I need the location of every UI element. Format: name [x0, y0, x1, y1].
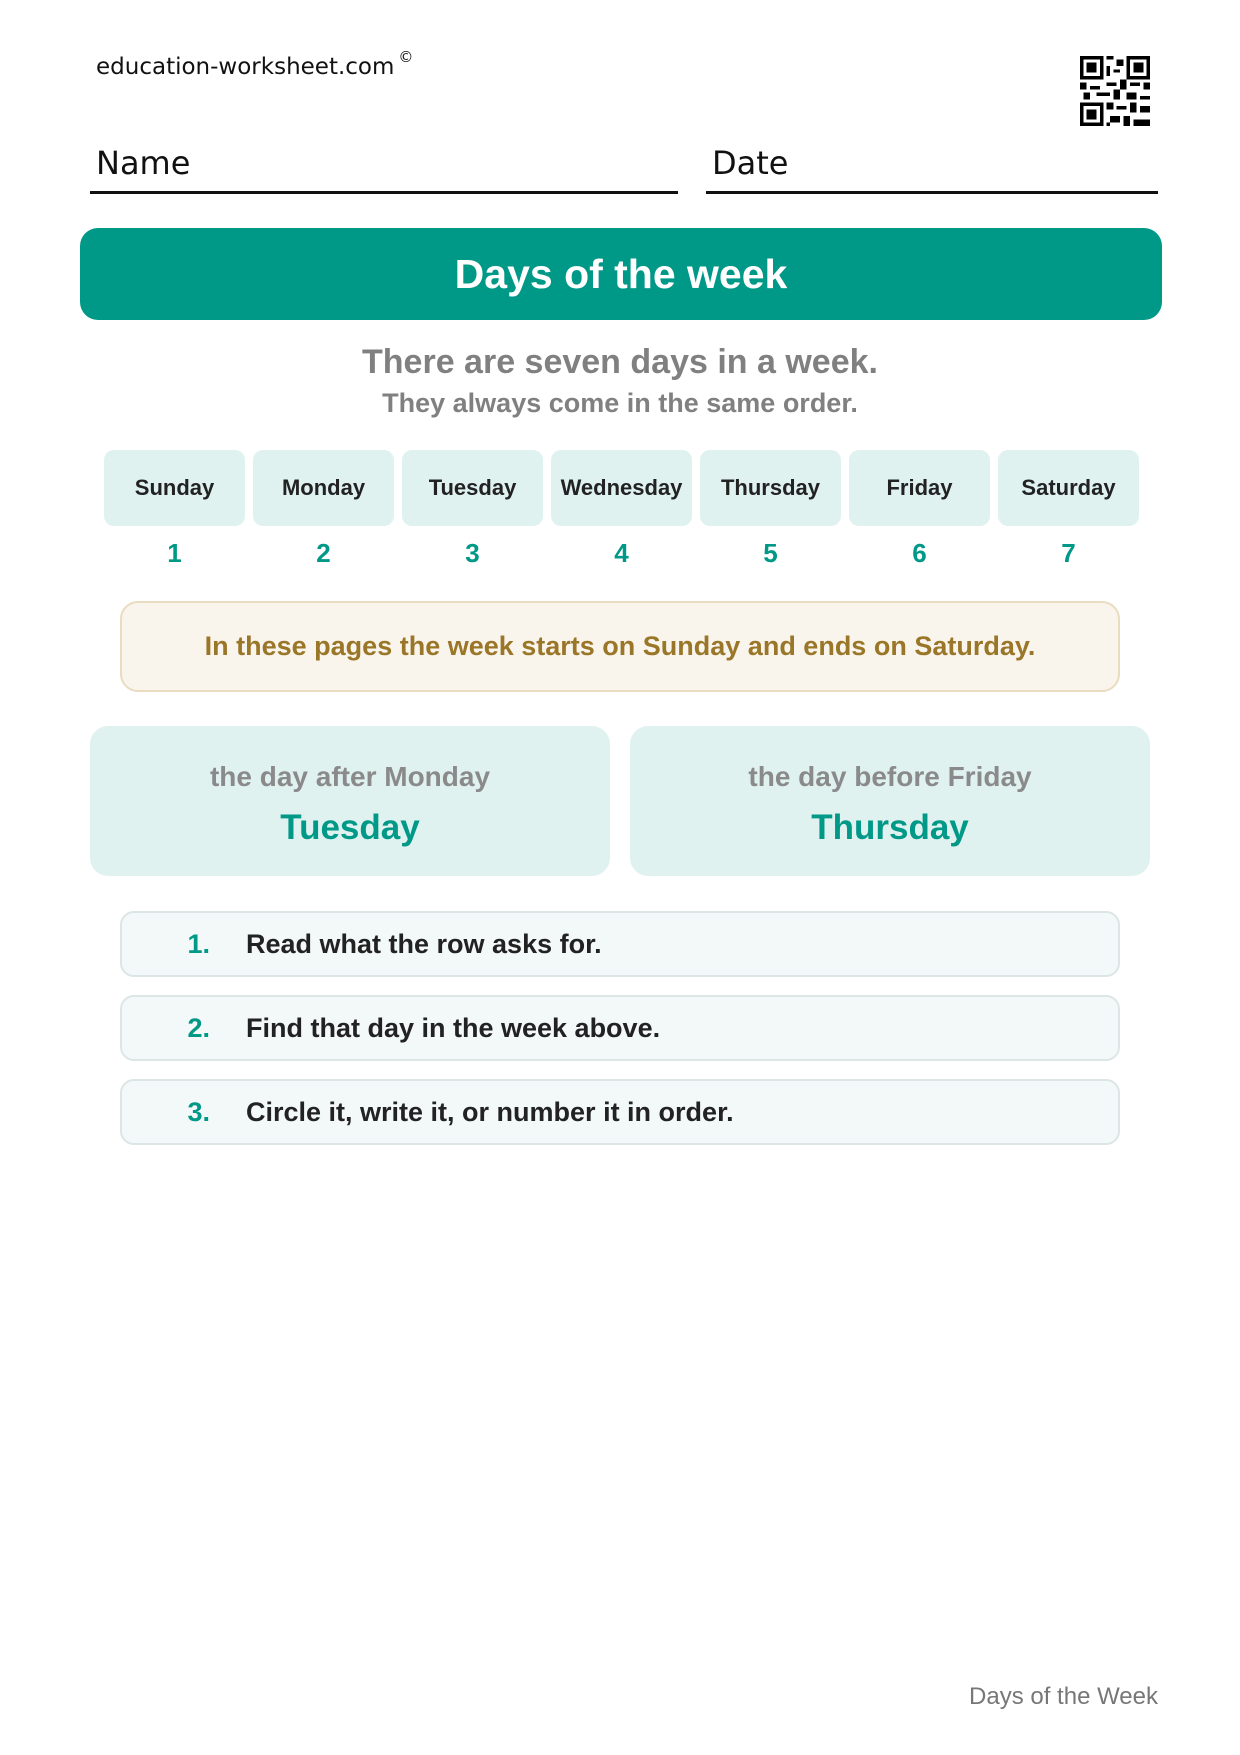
- name-label: Name: [96, 144, 191, 182]
- instruction-step: [120, 995, 1120, 1061]
- day-tile-wednesday: Wednesday: [551, 450, 692, 526]
- copyright-symbol: ©: [398, 48, 414, 66]
- day-tile-friday: Friday: [849, 450, 990, 526]
- date-label: Date: [712, 144, 789, 182]
- instruction-step: [120, 911, 1120, 977]
- day-number-2: 2: [316, 538, 331, 568]
- instruction-step: [120, 1079, 1120, 1145]
- week-start-note-text: In these pages the week starts on Sunday and ends on Saturday.: [204, 631, 1036, 661]
- example-answer: Thursday: [811, 808, 969, 847]
- week-start-note: [120, 601, 1120, 692]
- name-field[interactable]: [90, 144, 678, 194]
- page-title: Days of the week: [454, 250, 788, 297]
- day-number-6: 6: [912, 538, 927, 568]
- day-number-5: 5: [763, 538, 778, 568]
- qr-code-icon: [1080, 56, 1150, 126]
- day-numbers-row: [104, 538, 1139, 569]
- step-number: 1.: [187, 928, 210, 959]
- day-tile-thursday: Thursday: [700, 450, 841, 526]
- footer-title: Days of the Week: [969, 1683, 1158, 1710]
- intro-line-1: There are seven days in a week.: [362, 343, 878, 381]
- week-days-row: [104, 450, 1139, 526]
- day-number-3: 3: [465, 538, 480, 568]
- intro-line-2: They always come in the same order.: [382, 388, 858, 418]
- day-number-1: 1: [167, 538, 182, 568]
- example-card-before-friday: [630, 726, 1150, 876]
- title-banner: [80, 228, 1162, 320]
- step-number: 2.: [187, 1012, 210, 1043]
- day-tile-monday: Monday: [253, 450, 394, 526]
- example-question: the day after Monday: [209, 761, 491, 792]
- step-text: Read what the row asks for.: [246, 928, 602, 959]
- day-number-7: 7: [1061, 538, 1076, 568]
- day-number-4: 4: [614, 538, 629, 568]
- day-tile-tuesday: Tuesday: [402, 450, 543, 526]
- step-text: Circle it, write it, or number it in order.: [246, 1096, 734, 1127]
- site-name-text: education-worksheet.com: [96, 54, 395, 80]
- day-tile-sunday: Sunday: [104, 450, 245, 526]
- example-question: the day before Friday: [748, 761, 1032, 792]
- site-name: [96, 48, 413, 80]
- day-tile-saturday: Saturday: [998, 450, 1139, 526]
- date-field[interactable]: [706, 144, 1158, 194]
- step-number: 3.: [187, 1096, 210, 1127]
- example-card-after-monday: [90, 726, 610, 876]
- example-answer: Tuesday: [280, 808, 420, 847]
- step-text: Find that day in the week above.: [246, 1012, 661, 1043]
